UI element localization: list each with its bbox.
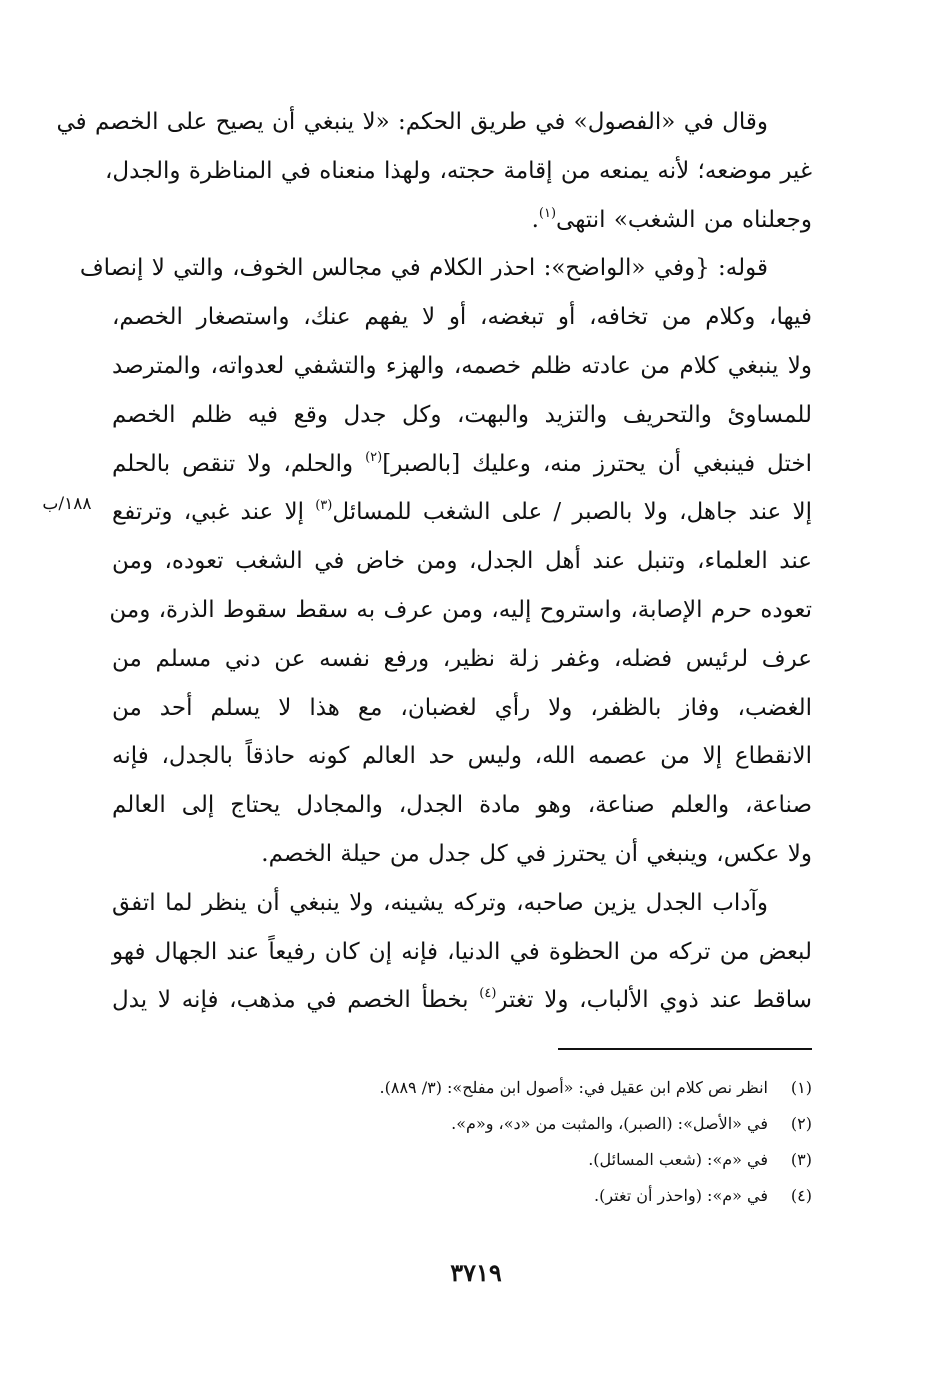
text-line: تعوده حرم الإصابة، واستروح إليه، ومن عرف به سقط سقوط الذرة، ومن — [109, 596, 812, 623]
footnote-text: في «م»: (شعب المسائل). — [588, 1150, 768, 1169]
footnote-item — [180, 1178, 812, 1214]
text-line — [112, 488, 812, 537]
footnote-ref-2[interactable]: (٢) — [365, 449, 383, 465]
text-line: وآداب الجدل يزين صاحبه، وتركه يشينه، ولا ينبغي أن ينظر لما اتفق — [112, 889, 768, 916]
footnote-number: (٣) — [790, 1150, 812, 1169]
footnote-item — [180, 1070, 812, 1106]
text-line: ولا ينبغي كلام من عادته ظلم خصمه، والهزء والتشفي لعدواته، والمترصد — [112, 352, 812, 379]
footnote-text: في «الأصل»: (الصبر)، والمثبت من «د»، و«م». — [451, 1114, 768, 1133]
footnote-ref-4[interactable]: (٤) — [479, 986, 497, 1002]
paragraph-3 — [112, 879, 812, 1025]
text-line: الغضب، وفاز بالظفر، ولا رأي لغضبان، مع هذا لا يسلم أحد من — [112, 694, 812, 721]
footnote-separator — [558, 1048, 812, 1050]
footnote-number: (١) — [790, 1078, 812, 1097]
footnote-item — [180, 1106, 812, 1142]
text-line: عند العلماء، وتنبل عند أهل الجدل، ومن خاض في الشغب تعوده، ومن — [112, 548, 812, 575]
footnote-ref-3[interactable]: (٣) — [315, 498, 333, 514]
footnote-text: في «م»: (واحذر أن تغتر). — [594, 1186, 768, 1205]
text-line: غير موضعه؛ لأنه يمنعه من إقامة حجته، ولهذا منعناه في المناظرة والجدل، — [104, 157, 812, 184]
text-line — [112, 976, 812, 1025]
footnote-text: انظر نص كلام ابن عقيل في: «أصول ابن مفلح»: (٣/ ٨٨٩). — [379, 1078, 768, 1097]
text-line: فيها، وكلام من تخافه، أو تبغضه، أو لا يفهم عنك، واستصغار الخصم، — [112, 304, 812, 331]
footnote-number: (٤) — [790, 1186, 812, 1205]
text-line — [112, 196, 812, 245]
text-fragment: اختل فينبغي أن يحترز منه، وعليك [بالصبر] — [382, 450, 813, 477]
text-line: عرف لرئيس فضله، وغفر زلة نظير، ورفع نفسه عن دني مسلم من — [112, 645, 812, 672]
footnote-number: (٢) — [790, 1114, 812, 1133]
paragraph-1 — [56, 98, 812, 244]
text-line: لبعض من تركه من الحظوة في الدنيا، فإنه إن كان رفيعاً عند الجهال فهو — [112, 938, 812, 965]
text-line: قوله: {وفي «الواضح»: احذر الكلام في مجالس الخوف، والتي لا إنصاف — [79, 255, 768, 282]
text-line: للمساوئ والتحريف والتزيد والبهت، وكل جدل وقع فيه ظلم الخصم — [112, 401, 812, 428]
text-fragment: وجعلناه من الشغب» انتهى — [556, 206, 812, 233]
text-fragment: . — [531, 206, 539, 233]
text-fragment: ساقط عند ذوي الألباب، ولا تغتر — [496, 987, 812, 1014]
footnotes — [180, 1070, 812, 1214]
text-fragment: إلا عند جاهل، ولا بالصبر / على الشغب للمسائل — [332, 499, 812, 526]
text-line: وقال في «الفصول» في طريق الحكم: «لا ينبغي أن يصيح على الخصم في — [56, 109, 768, 135]
page-number: ٣٧١٩ — [450, 1258, 502, 1287]
text-line: صناعة، والعلم صناعة، وهو مادة الجدل، والمجادل يحتاج إلى العالم — [112, 792, 812, 819]
text-fragment: والحلم، ولا تنقص بالحلم — [112, 450, 366, 477]
paragraph-2 — [79, 244, 813, 878]
text-line: الانقطاع إلا من عصمه الله، وليس حد العالم كونه حاذقاً بالجدل، فإنه — [112, 743, 812, 770]
text-line — [112, 440, 812, 489]
text-line: ولا عكس، وينبغي أن يحترز في كل جدل من حيلة الخصم. — [261, 840, 812, 867]
text-fragment: إلا عند غبي، وترتفع — [112, 499, 316, 526]
footnote-ref-1[interactable]: (١) — [538, 205, 557, 221]
manuscript-folio-marker: ١٨٨/ب — [42, 494, 92, 514]
text-fragment: بخطأ الخصم في مذهب، فإنه لا يدل — [112, 987, 480, 1014]
footnote-item — [180, 1142, 812, 1178]
